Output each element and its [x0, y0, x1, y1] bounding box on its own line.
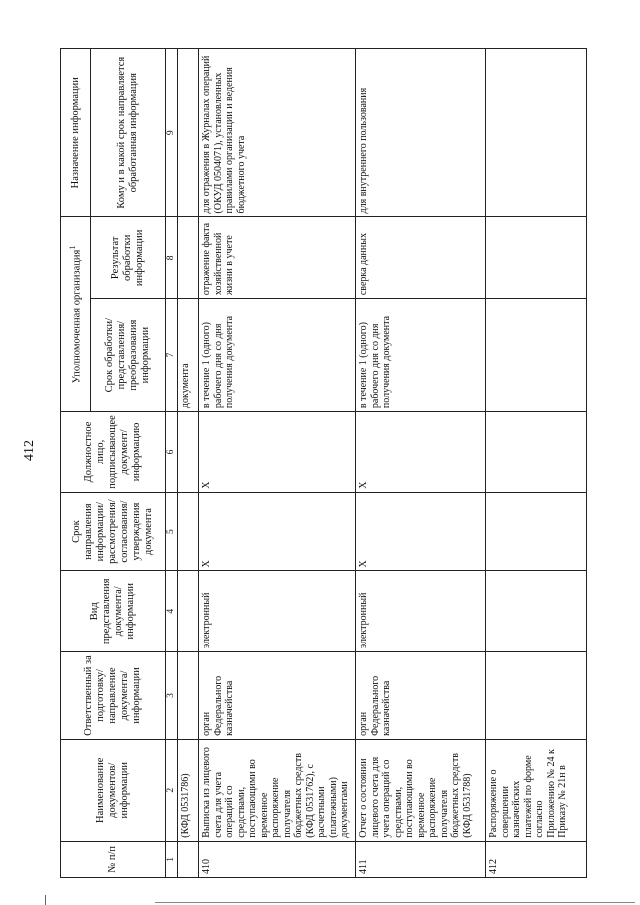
- col-number: 2: [166, 739, 178, 841]
- row-num: 412: [486, 841, 587, 877]
- row-responsible: [486, 652, 587, 740]
- row-name: Выписка из лицевого счета для учета операций со средствами, поступающими во временное распоряжение получателя бюджетных средств (КФД 0531762), с расчетными (платежными) документами: [199, 739, 356, 841]
- table-row: [356, 49, 486, 878]
- col-number: 5: [166, 492, 178, 571]
- row-responsible: орган Федерального казначейства: [199, 652, 356, 740]
- row-name: Отчет о состоянии лицевого счета для учета операций со средствами, поступающими во временное распоряжение получателя бюджетных средств (КФД 0531788): [356, 739, 486, 841]
- header-name: Наименование документов/ информации: [61, 739, 166, 841]
- col-number: 8: [166, 217, 178, 299]
- column-number-row: [166, 49, 178, 878]
- row-form: [486, 571, 587, 652]
- document-table: [60, 48, 587, 878]
- row-purpose: [486, 49, 587, 217]
- row-responsible: орган Федерального казначейства: [356, 652, 486, 740]
- row-result: сверка данных: [356, 217, 486, 299]
- row-official: X: [356, 412, 486, 493]
- header-purpose-group: Назначение информации: [61, 49, 91, 217]
- header-num: № п/п: [61, 841, 166, 877]
- row-num: 410: [199, 841, 356, 877]
- page-number: 412: [22, 440, 37, 461]
- header-official: Должностное лицо, подписывающее документ/ информацию: [61, 412, 166, 493]
- col-number: 9: [166, 49, 178, 217]
- table-row: [199, 49, 356, 878]
- header-purpose: Кому и в какой срок направляется обработанная информация: [91, 49, 166, 217]
- row-deadline-send: X: [356, 492, 486, 571]
- row-official: X: [199, 412, 356, 493]
- row-deadline-send: [486, 492, 587, 571]
- header-result: Результат обработки информации: [91, 217, 166, 299]
- row-name: Распоряжение о совершении казначейских платежей по форме согласно Приложению № 24 к Приказу № 21н в: [486, 739, 587, 841]
- row-form: электронный: [199, 571, 356, 652]
- header-form: Вид представления документа/ информации: [61, 571, 166, 652]
- rotated-table-container: [60, 48, 587, 878]
- row-form: электронный: [356, 571, 486, 652]
- row-deadline-process: в течение 1 (одного) рабочего дня со дня получения документа: [356, 299, 486, 412]
- col-number: 1: [166, 841, 178, 877]
- table-row: [486, 49, 587, 878]
- header-deadline-send: Срок направления информации/ рассмотрения/ согласования/ утверждения документа: [61, 492, 166, 571]
- continuation-name: (КФД 0531786): [178, 739, 199, 841]
- col-number: 6: [166, 412, 178, 493]
- row-purpose: для внутреннего пользования: [356, 49, 486, 217]
- row-deadline-process: в течение 1 (одного) рабочего дня со дня получения документа: [199, 299, 356, 412]
- row-result: отражение факта хозяйственной жизни в учете: [199, 217, 356, 299]
- header-deadline-process: Срок обработки/ представления/ преобразования информации: [91, 299, 166, 412]
- row-num: 411: [356, 841, 486, 877]
- col-number: 7: [166, 299, 178, 412]
- col-number: 4: [166, 571, 178, 652]
- row-purpose: для отражения в Журналах операций (ОКУД 0504071), установленных правилами организации и ведения бюджетного учета: [199, 49, 356, 217]
- binding-mark: [45, 895, 46, 905]
- row-official: [486, 412, 587, 493]
- row-deadline-process: [486, 299, 587, 412]
- row-result: [486, 217, 587, 299]
- continuation-deadline: документа: [178, 299, 199, 412]
- row-deadline-send: X: [199, 492, 356, 571]
- header-authorized-org: Уполномоченная организация$^1$: [61, 217, 91, 412]
- continuation-row: [178, 49, 199, 878]
- page-edge-line: [155, 902, 635, 903]
- col-number: 3: [166, 652, 178, 740]
- header-row-1: [61, 49, 91, 878]
- header-responsible: Ответственный за подготовку/ направление документа/ информации: [61, 652, 166, 740]
